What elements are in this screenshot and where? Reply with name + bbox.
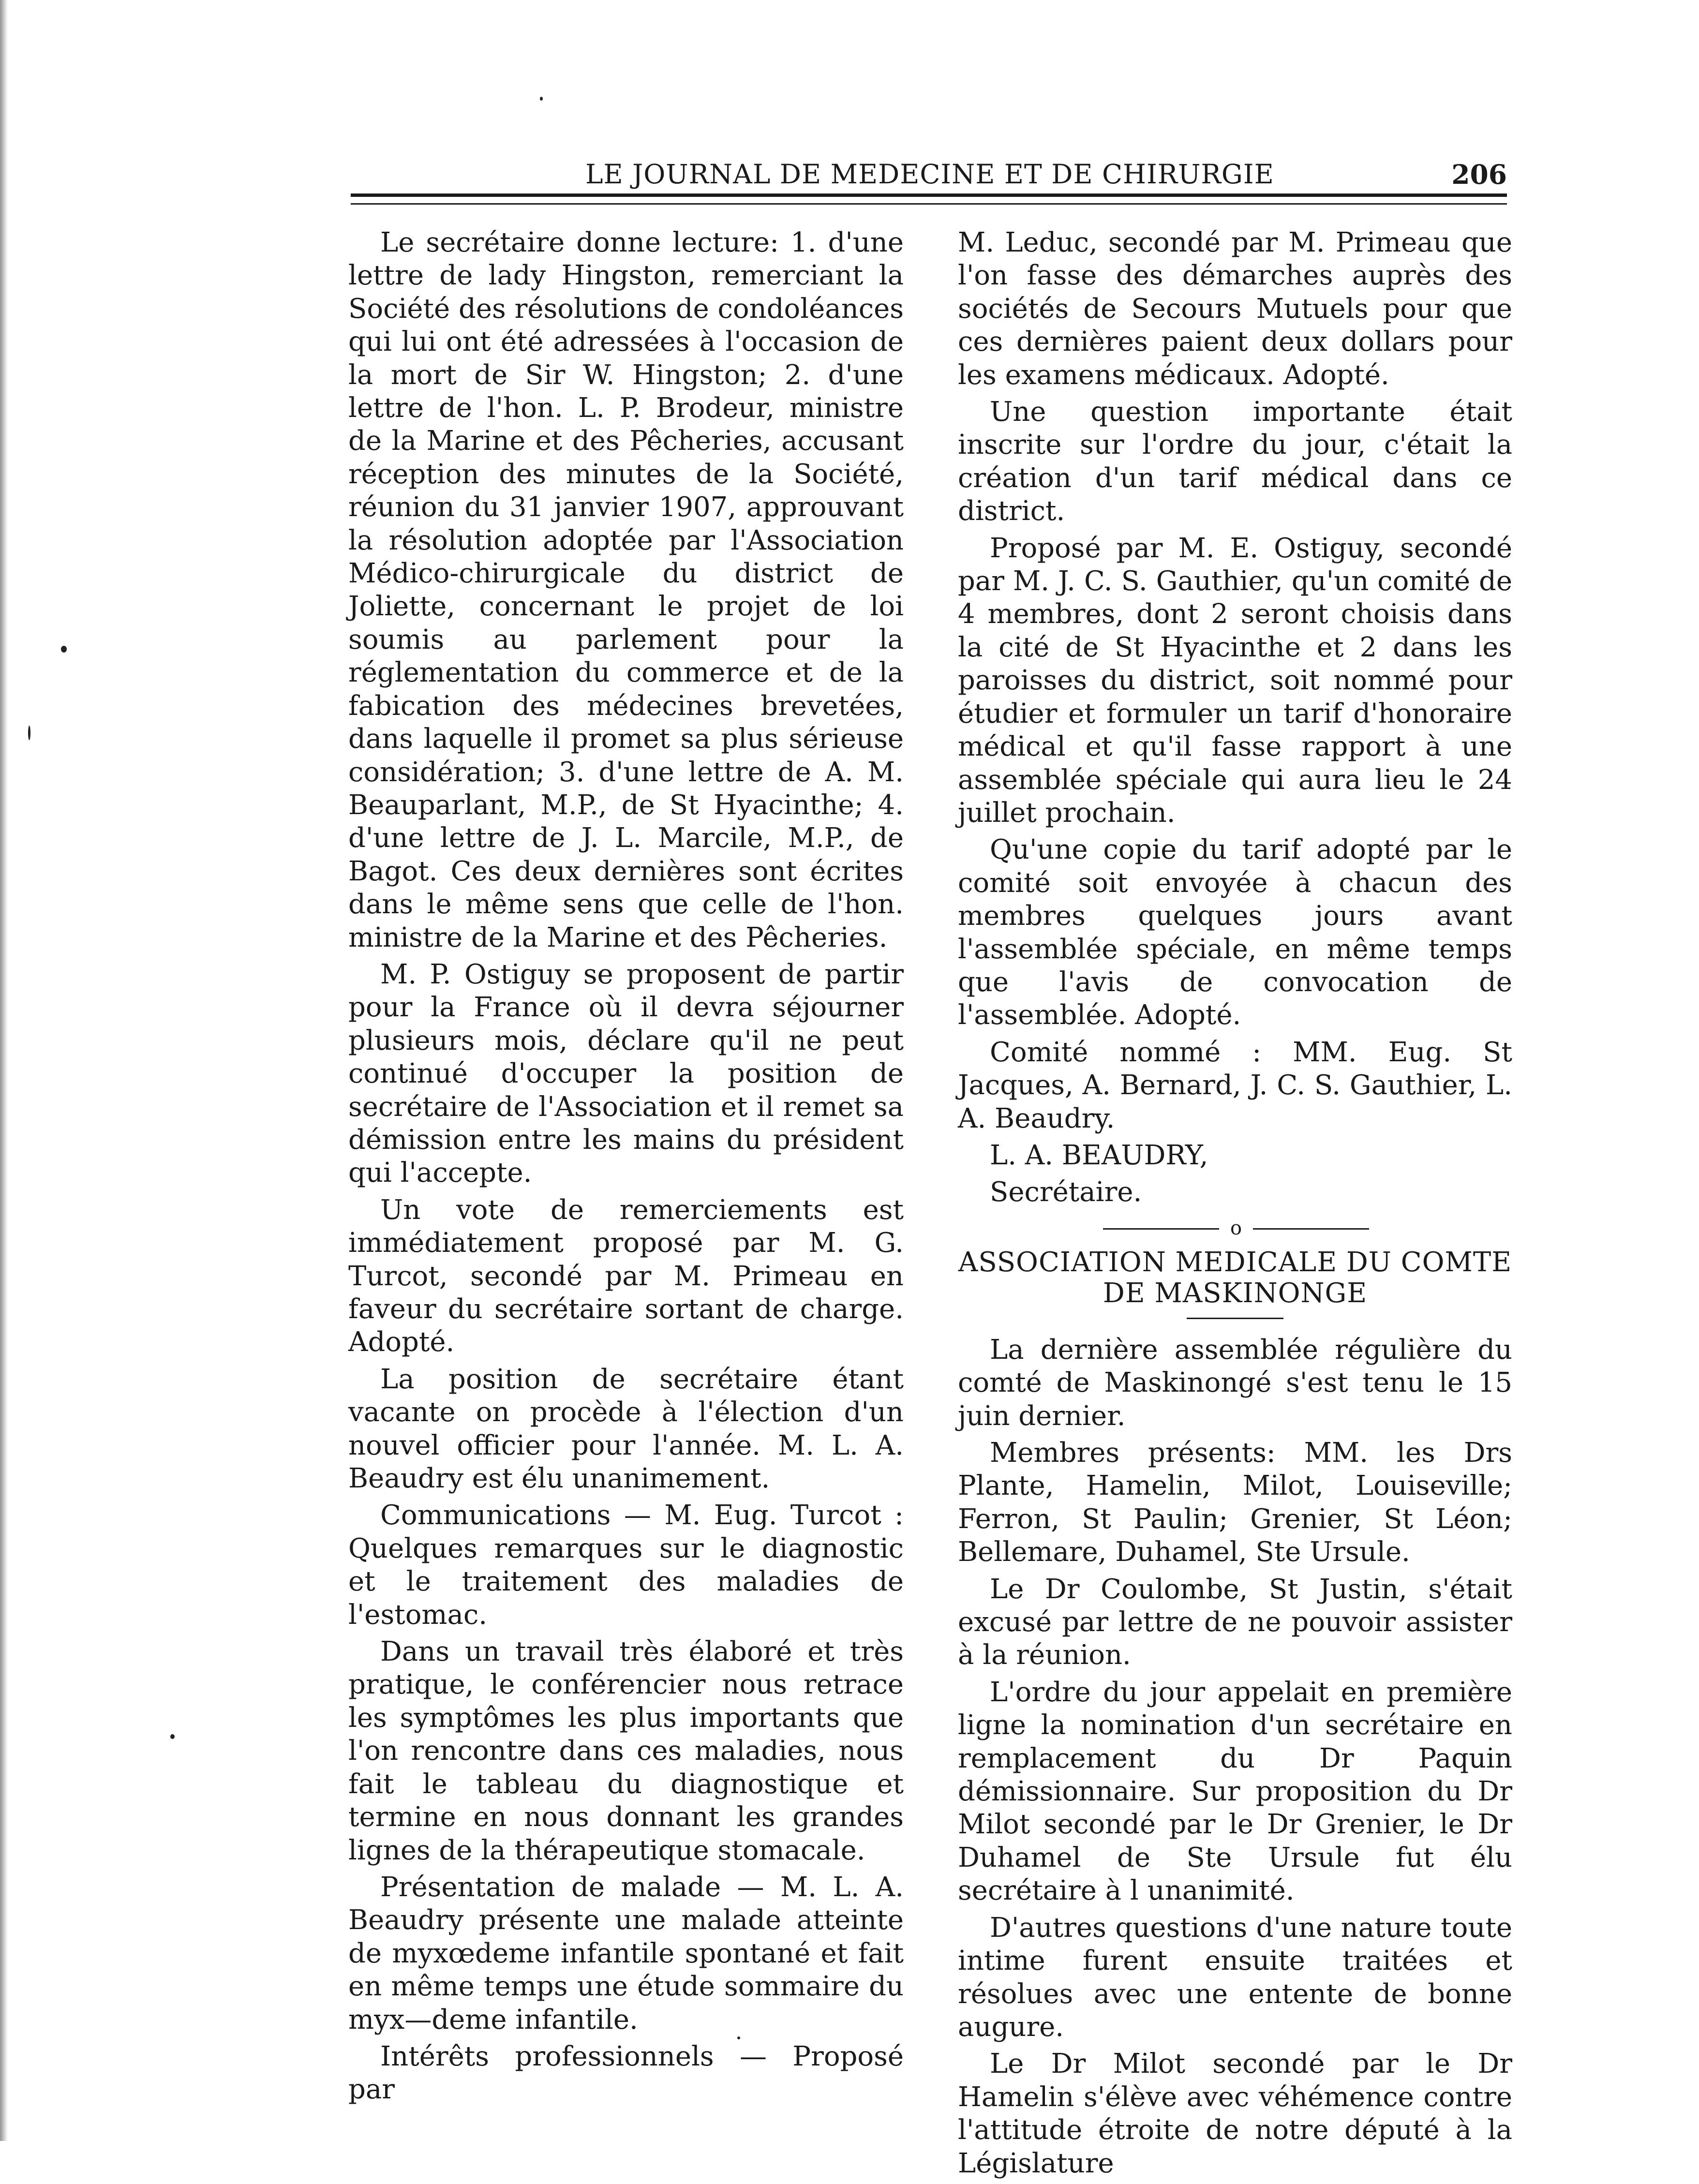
- left-column: [348, 226, 904, 2110]
- header-rule: [351, 193, 1507, 197]
- paragraph: La dernière assemblée régulière du comté de Maskinongé s'est tenu le 15 juin dernier.: [958, 1334, 1512, 1432]
- scan-speck: [540, 97, 543, 101]
- paragraph: Une question importante était inscrite sur l'ordre du jour, c'était la création d'un tarif médical dans ce district.: [958, 396, 1512, 527]
- scan-speck: [28, 726, 30, 740]
- paragraph: Le secrétaire donne lecture: 1. d'une lettre de lady Hingston, remerciant la Société des résolutions de condoléances qui lui ont été adressées à l'occasion de la mort de Sir W. Hingston; 2. d'une lettre de l'hon. L. P. Brodeur, ministre de la Marine et des Pêcheries, accusant réception des minutes de la Société, réunion du 31 janvier 1907, approuvant la résolution adoptée par l'Association Médico-chirurgicale du district de Joliette, concernant le projet de loi soumis au parlement pour la réglementation du commerce et de la fabication des médecines brevetées, dans laquelle il promet sa plus sérieuse considération; 3. d'une lettre de A. M. Beauparlant, M.P., de St Hyacinthe; 4. d'une lettre de J. L. Marcile, M.P., de Bagot. Ces deux dernières sont écrites dans le même sens que celle de l'hon. ministre de la Marine et des Pêcheries.: [348, 227, 904, 953]
- paragraph: Intérêts professionnels — Proposé par: [348, 2040, 904, 2106]
- paragraph: Communications — M. Eug. Turcot : Quelques remarques sur le diagnostic et le traitement des maladies de l'estomac.: [348, 1500, 904, 1631]
- paragraph: Présentation de malade — M. L. A. Beaudry présente une malade atteinte de myxœdeme infantile spontané et fait en même temps une étude sommaire du myx—deme infantile.: [348, 1871, 904, 2035]
- paragraph: L'ordre du jour appelait en première ligne la nomination d'un secrétaire en remplacement du Dr Paquin démissionnaire. Sur proposition du Dr Milot secondé par le Dr Grenier, le Dr Duhamel de Ste Ursule fut élu secrétaire à l unanimité.: [958, 1676, 1512, 1907]
- right-column: [958, 226, 1512, 2184]
- scan-speck: [170, 1734, 175, 1739]
- paragraph: D'autres questions d'une nature toute intime furent ensuite traitées et résolues avec une entente de bonne augure.: [958, 1912, 1512, 2043]
- paragraph: Le Dr Coulombe, St Justin, s'était excusé par lettre de ne pouvoir assister à la réunion.: [958, 1573, 1512, 1671]
- page-number: 206: [1451, 159, 1507, 190]
- scan-speck: [61, 646, 67, 653]
- section-title-line: DE MASKINONGE: [1103, 1277, 1368, 1309]
- paragraph: M. P. Ostiguy se proposent de partir pour la France où il devra séjourner plusieurs mois, déclare qu'il ne peut continué d'occuper la position de secrétaire de l'Association et il remet sa démission entre les mains du président qui l'accepte.: [348, 958, 904, 1189]
- title-rule: [1187, 1318, 1283, 1319]
- signature-title: Secrétaire.: [990, 1176, 1142, 1208]
- paragraph: Comité nommé : MM. Eug. St Jacques, A. Bernard, J. C. S. Gauthier, L. A. Beaudry.: [958, 1036, 1512, 1134]
- paragraph: Qu'une copie du tarif adopté par le comité soit envoyée à chacun des membres quelques jours avant l'assemblée spéciale, en même temps que l'avis de convocation de l'assemblée. Adopté.: [958, 834, 1512, 1031]
- paragraph: Proposé par M. E. Ostiguy, secondé par M. J. C. S. Gauthier, qu'un comité de 4 membres, dont 2 seront choisis dans la cité de St Hyacinthe et 2 dans les paroisses du district, soit nommé pour étudier et formuler un tarif d'honoraire médical et qu'il fasse rapport à une assemblée spéciale qui aura lieu le 24 juillet prochain.: [958, 532, 1512, 829]
- paragraph: M. Leduc, secondé par M. Primeau que l'on fasse des démarches auprès des sociétés de Secours Mutuels pour que ces dernières paient deux dollars pour les examens médicaux. Adopté.: [958, 227, 1512, 391]
- section-separator: [958, 1216, 1512, 1240]
- page-edge-shadow: [0, 0, 8, 2141]
- paragraph: La position de secrétaire étant vacante on procède à l'élection d'un nouvel officier pour l'année. M. L. A. Beaudry est élu unanimement.: [348, 1363, 904, 1495]
- running-title: LE JOURNAL DE MEDECINE ET DE CHIRURGIE: [585, 159, 1274, 190]
- section-title: [958, 1247, 1512, 1309]
- paragraph: Membres présents: MM. les Drs Plante, Hamelin, Milot, Louiseville; Ferron, St Paulin; Grenier, St Léon; Bellemare, Duhamel, Ste Ursule.: [958, 1437, 1512, 1568]
- paragraph: Dans un travail très élaboré et très pratique, le conférencier nous retrace les symptômes les plus importants que l'on rencontre dans ces maladies, nous fait le tableau du diagnostique et termine en nous donnant les grandes lignes de la thérapeutique stomacale.: [348, 1636, 904, 1866]
- header-rule-thin: [351, 203, 1507, 205]
- paragraph: Le Dr Milot secondé par le Dr Hamelin s'élève avec véhémence contre l'attitude étroite de notre député à la Législature: [958, 2048, 1512, 2179]
- paragraph: Un vote de remerciements est immédiatement proposé par M. G. Turcot, secondé par M. Primeau en faveur du secrétaire sortant de charge. Adopté.: [348, 1194, 904, 1358]
- separator-mark: o: [1219, 1216, 1253, 1240]
- section-title-line: ASSOCIATION MEDICALE DU COMTE: [958, 1246, 1512, 1278]
- signature-name: L. A. BEAUDRY,: [990, 1139, 1208, 1171]
